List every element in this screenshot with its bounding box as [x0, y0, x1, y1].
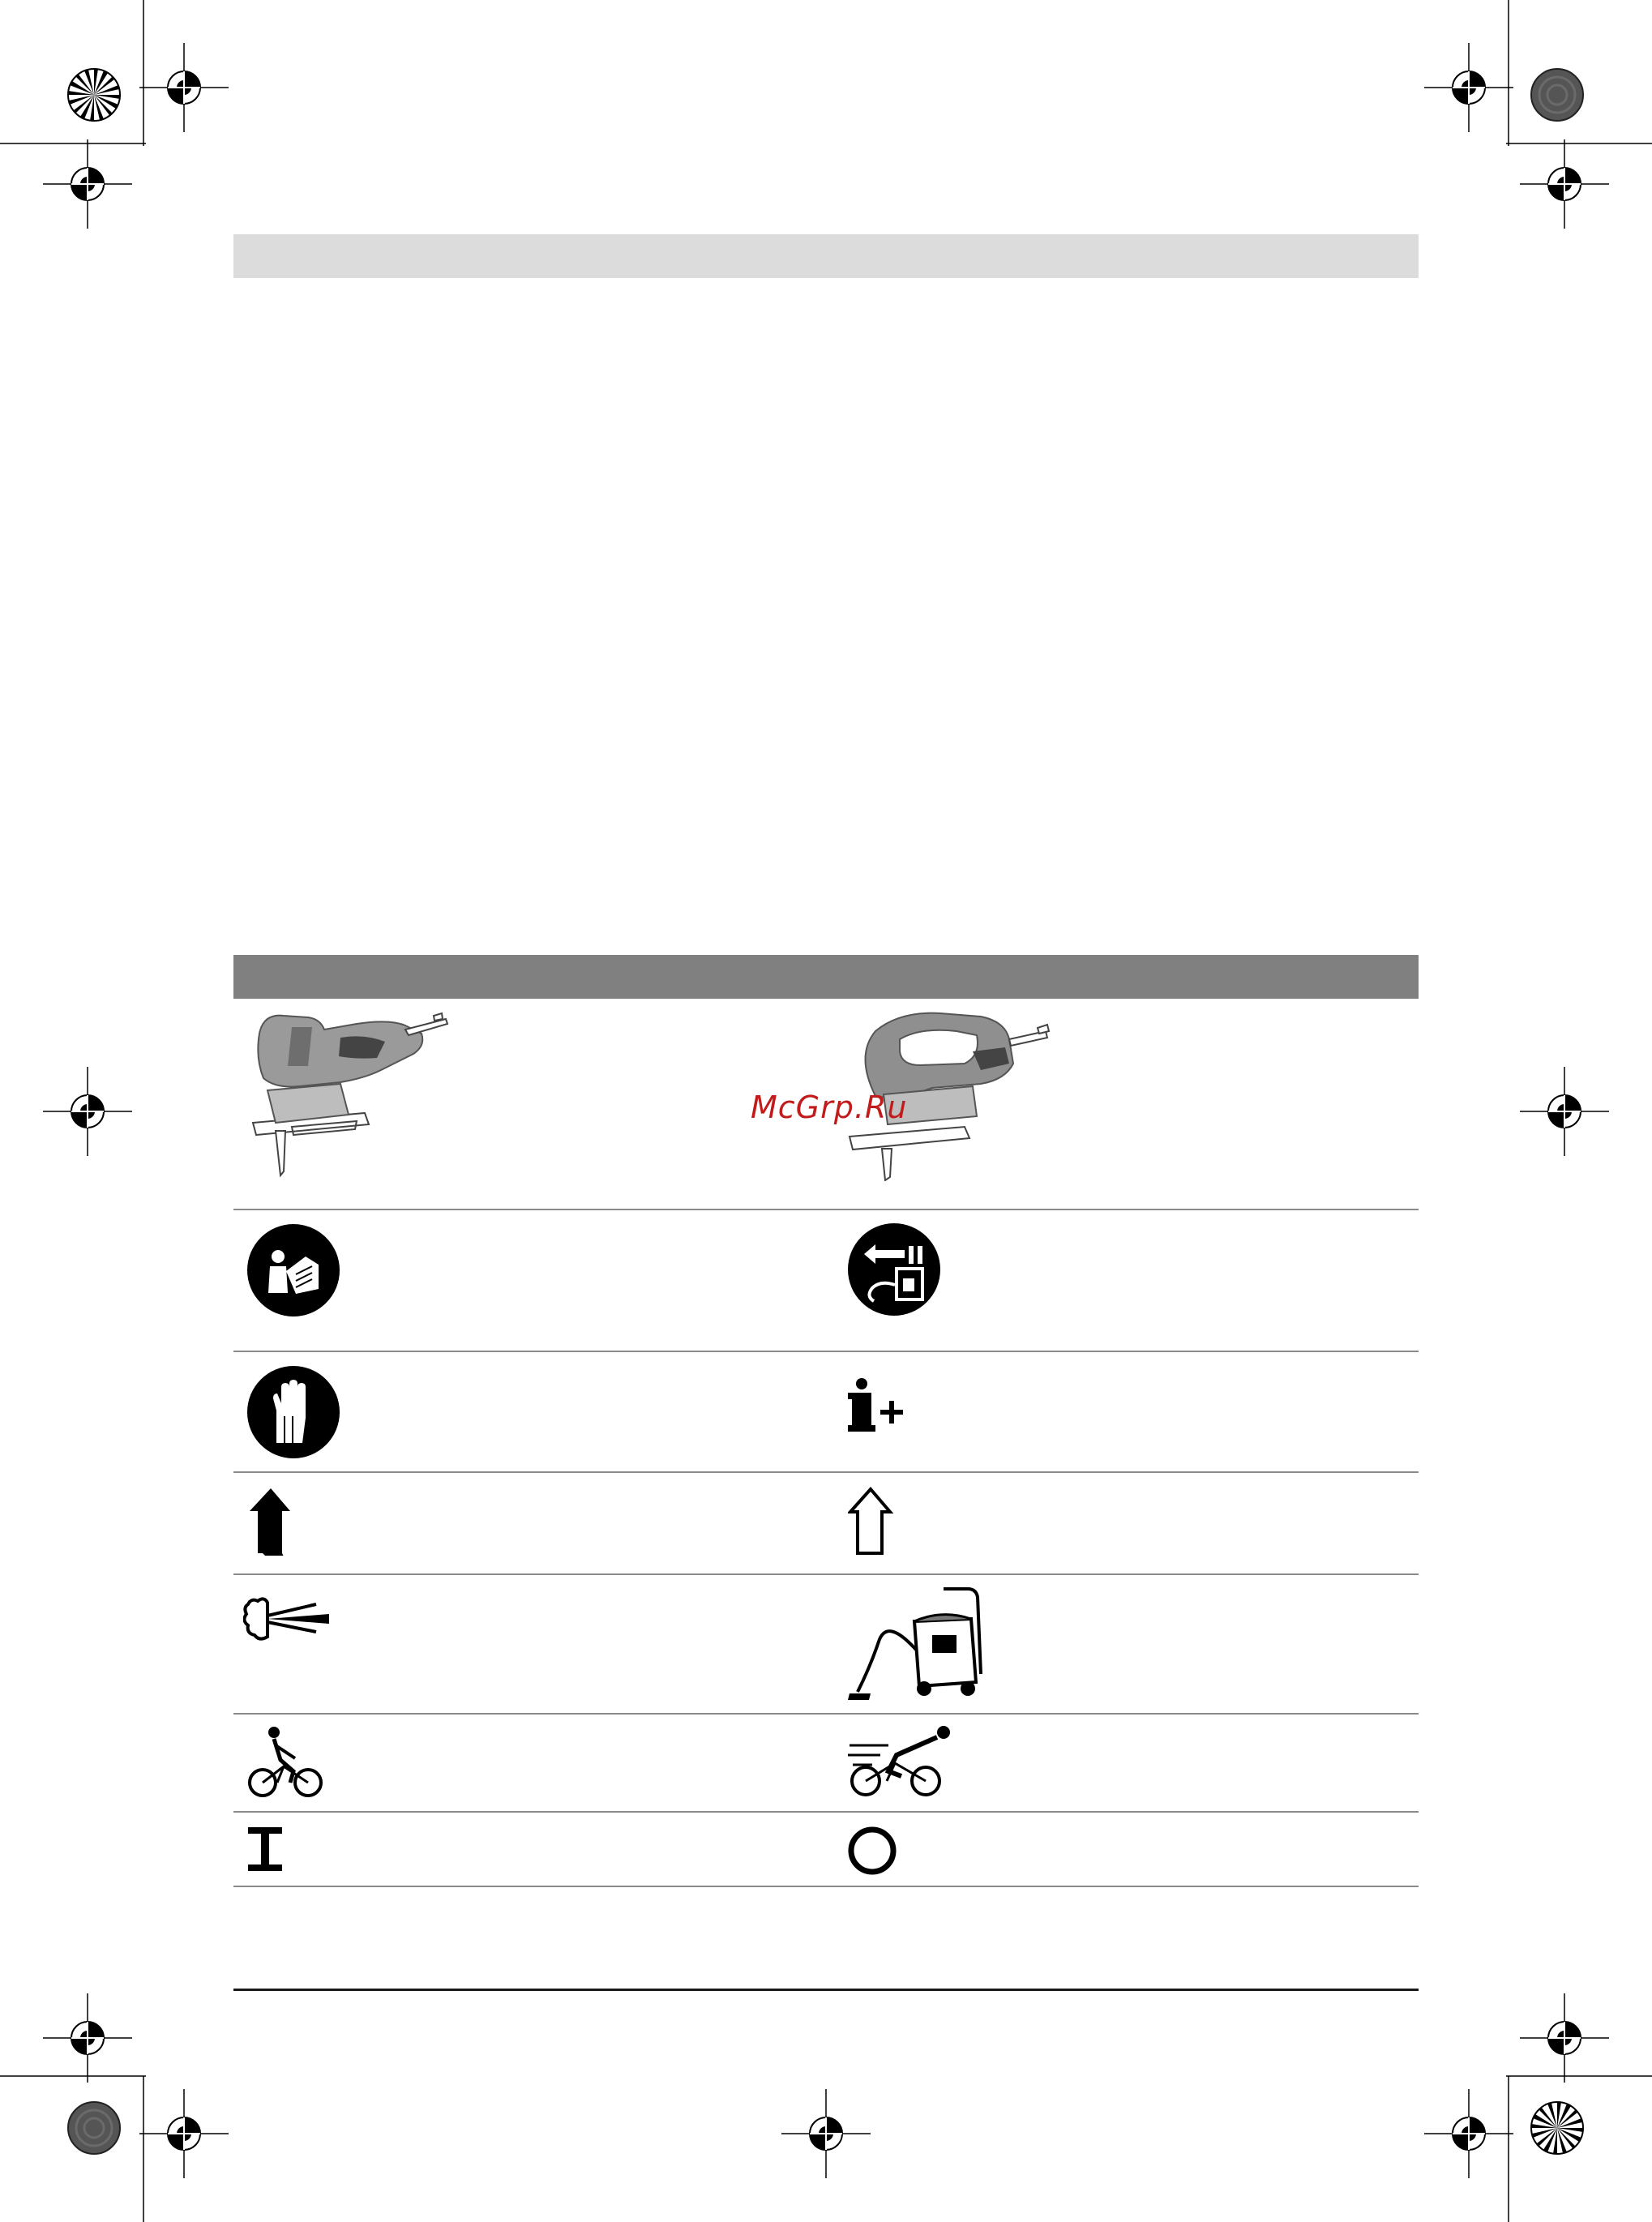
- table-divider: [233, 1209, 1419, 1210]
- power-on-symbol-icon: [248, 1827, 282, 1871]
- vacuum-cleaner-icon: [846, 1585, 984, 1706]
- table-divider: [233, 1351, 1419, 1352]
- read-manual-icon: [247, 1224, 340, 1317]
- watermark-text: McGrp.Ru: [751, 1090, 908, 1125]
- blow-dust-icon: [243, 1593, 332, 1646]
- power-off-symbol-icon: [848, 1826, 897, 1875]
- section-header-bar: [233, 234, 1419, 278]
- table-divider: [233, 1471, 1419, 1473]
- table-divider: [233, 1573, 1419, 1575]
- cyclist-slow-icon: [248, 1724, 325, 1801]
- wear-gloves-icon: [247, 1366, 340, 1459]
- cyclist-fast-icon: [848, 1723, 957, 1800]
- arrow-up-outline-icon: [848, 1487, 897, 1556]
- arrow-up-filled-icon: [248, 1487, 297, 1556]
- table-divider: [233, 1886, 1419, 1887]
- table-divider: [233, 1811, 1419, 1813]
- info-plus-icon: [848, 1378, 913, 1435]
- unplug-before-work-icon: [848, 1223, 941, 1317]
- page-footer-rule: [233, 1989, 1419, 1991]
- symbols-header-bar: [233, 955, 1419, 999]
- table-divider: [233, 1713, 1419, 1715]
- jigsaw-compact-icon: [243, 1009, 454, 1180]
